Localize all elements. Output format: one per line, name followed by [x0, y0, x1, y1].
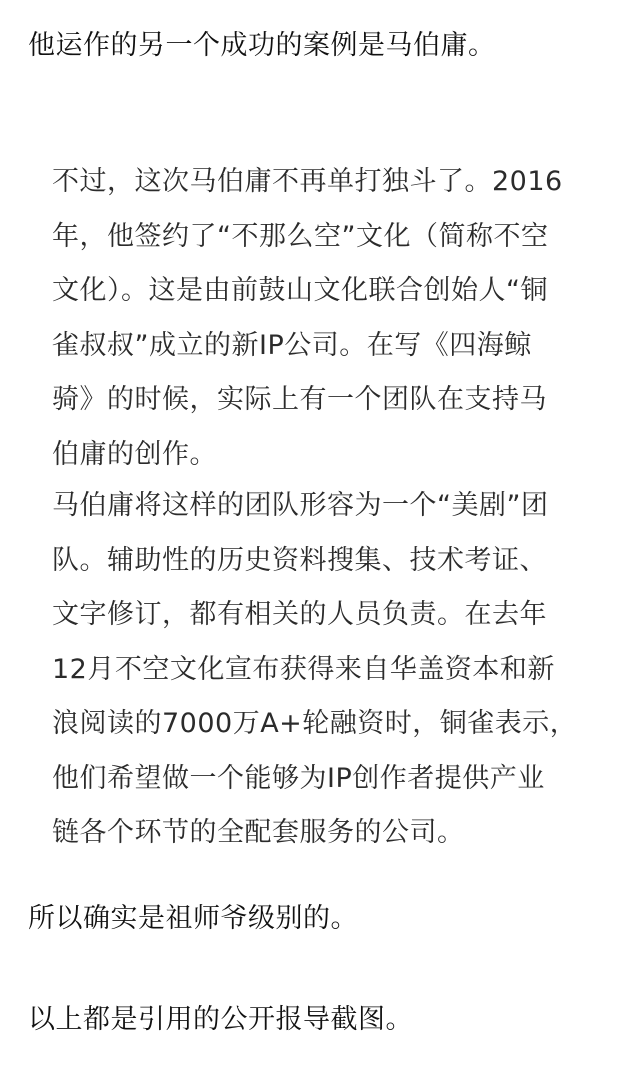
quote-line: 文化）。这是由前鼓山文化联合创始人“铜: [52, 275, 548, 306]
quote-line: 骑》的时候，实际上有一个团队在支持马: [52, 384, 547, 415]
quote-line: 队。辅助性的历史资料搜集、技术考证、: [52, 544, 547, 576]
quote-line: 文字修订，都有相关的人员负责。在去年: [52, 599, 547, 630]
quoted-block-2: [52, 479, 622, 861]
quote-line: 马伯庸将这样的团队形容为一个“美剧”团: [52, 490, 549, 521]
quoted-block-1: [52, 155, 622, 482]
quote-line: 雀叔叔”成立的新IP公司。在写《四海鲸: [52, 329, 532, 361]
quote-line: 不过，这次马伯庸不再单打独斗了。2016: [52, 166, 563, 197]
quote-line: 浪阅读的7000万A+轮融资时，铜雀表示，: [52, 708, 578, 739]
quote-line: 年，他签约了“不那么空”文化（简称不空: [52, 220, 549, 252]
footnote-text: 以上都是引用的公开报导截图。: [28, 1004, 413, 1035]
conclusion-text: 所以确实是祖师爷级别的。: [28, 903, 358, 934]
quote-line: 链各个环节的全配套服务的公司。: [52, 817, 465, 848]
quote-line: 他们希望做一个能够为IP创作者提供产业: [52, 762, 545, 794]
intro-text: 他运作的另一个成功的案例是马伯庸。: [28, 30, 496, 61]
quote-line: 12月不空文化宣布获得来自华盖资本和新: [52, 653, 555, 685]
quote-line: 伯庸的创作。: [52, 438, 217, 470]
